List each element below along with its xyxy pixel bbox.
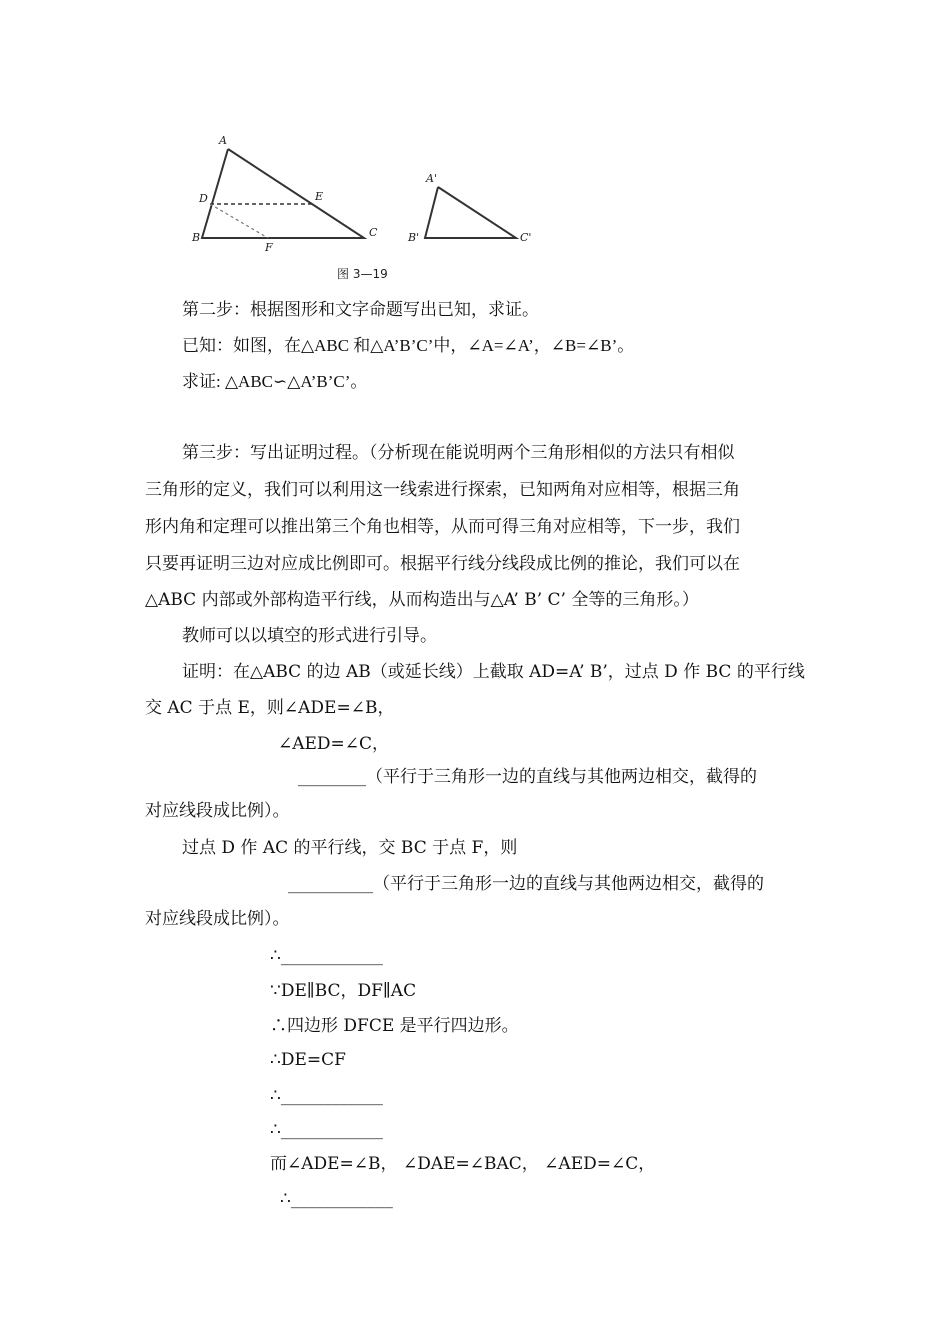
therefore-line: ∴____________ bbox=[270, 1086, 383, 1106]
prove-statement: 求证: △ABC∽△A’B’C’。 bbox=[182, 372, 368, 391]
label-a: A bbox=[219, 134, 227, 147]
label-e: E bbox=[315, 190, 324, 203]
paragraph-line: 三角形的定义，我们可以利用这一线索进行探索，已知两角对应相等，根据三角 bbox=[145, 480, 740, 500]
triangle-a2b2c2 bbox=[425, 187, 516, 238]
proof-line: 对应线段成比例）。 bbox=[145, 801, 290, 821]
given-statement: 已知：如图，在△ABC 和△A’B’C’中，∠A=∠A’，∠B=∠B’。 bbox=[182, 336, 635, 355]
proof-line: ∠AED=∠C， bbox=[278, 734, 390, 754]
therefore-line: ∴____________ bbox=[270, 1120, 383, 1140]
triangle-diagram bbox=[180, 128, 560, 288]
proof-line: 过点 D 作 AC 的平行线，交 BC 于点 F，则 bbox=[182, 838, 518, 858]
therefore-line: ∴____________ bbox=[280, 1189, 393, 1209]
label-b-prime: B' bbox=[408, 231, 420, 244]
label-b: B bbox=[192, 231, 201, 244]
because-line: ∵DE∥BC，DF∥AC bbox=[270, 981, 417, 1001]
label-c-prime: C' bbox=[520, 231, 532, 244]
therefore-line: ∴四边形 DFCE 是平行四边形。 bbox=[270, 1016, 519, 1036]
paragraph-line: 第三步：写出证明过程。（分析现在能说明两个三角形相似的方法只有相似 bbox=[182, 443, 735, 463]
triangle-abc bbox=[202, 149, 364, 238]
proof-blank-line: ________（平行于三角形一边的直线与其他两边相交，截得的 bbox=[298, 767, 757, 787]
segment-df bbox=[210, 204, 268, 238]
paragraph-line: 只要再证明三边对应成比例即可。根据平行线分线段成比例的推论，我们可以在 bbox=[145, 554, 740, 574]
figure-caption: 图 3—19 bbox=[337, 267, 388, 281]
paragraph-line: △ABC 内部或外部构造平行线，从而构造出与△A’ B’ C’ 全等的三角形。） bbox=[145, 590, 699, 610]
label-a-prime: A' bbox=[426, 172, 437, 185]
label-c: C bbox=[369, 226, 378, 239]
label-f: F bbox=[265, 241, 273, 254]
proof-line: 证明：在△ABC 的边 AB（或延长线）上截取 AD=A’ B’，过点 D 作 BC 的平行线 bbox=[182, 662, 805, 682]
teacher-note: 教师可以以填空的形式进行引导。 bbox=[182, 626, 437, 646]
proof-line: 交 AC 于点 E，则∠ADE=∠B， bbox=[145, 698, 395, 718]
paragraph-line: 形内角和定理可以推出第三个角也相等，从而可得三角对应相等，下一步，我们 bbox=[145, 517, 740, 537]
therefore-line: ∴DE=CF bbox=[270, 1050, 346, 1070]
angle-equalities-line: 而∠ADE=∠B， ∠DAE=∠BAC， ∠AED=∠C， bbox=[270, 1154, 656, 1174]
proof-line: 对应线段成比例）。 bbox=[145, 909, 290, 929]
label-d: D bbox=[199, 192, 208, 205]
step-two-heading: 第二步：根据图形和文字命题写出已知，求证。 bbox=[182, 300, 539, 320]
figure-3-19 bbox=[180, 128, 560, 288]
proof-blank-line: __________（平行于三角形一边的直线与其他两边相交，截得的 bbox=[288, 874, 764, 894]
therefore-line: ∴____________ bbox=[270, 946, 383, 966]
